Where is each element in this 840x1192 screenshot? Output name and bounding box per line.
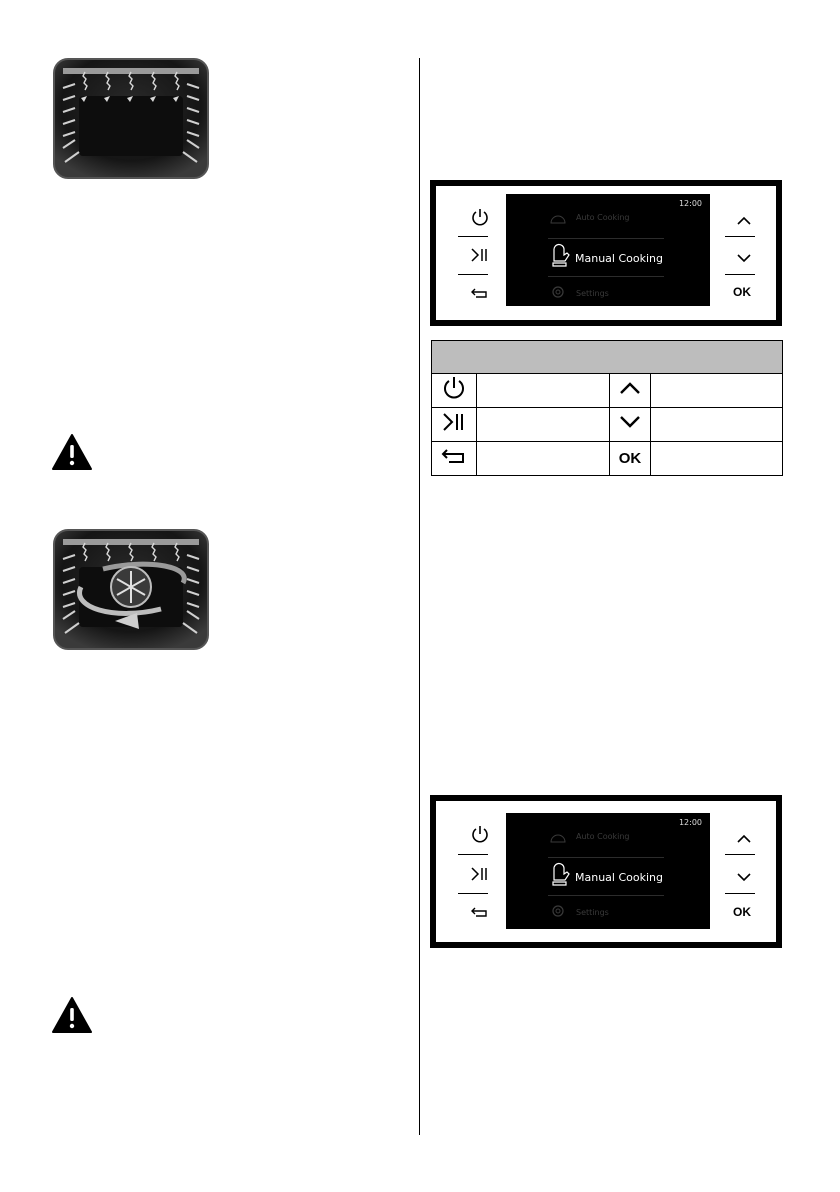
table-header — [432, 341, 783, 374]
table-row — [432, 408, 783, 442]
table-row — [432, 442, 783, 476]
table-cell — [477, 374, 610, 408]
chevron-up-icon[interactable] — [728, 830, 760, 846]
ok-button[interactable]: OK — [733, 285, 751, 299]
dome-icon — [550, 210, 566, 229]
table-row — [432, 374, 783, 408]
oven-top-heat-icon — [53, 58, 209, 179]
dome-icon — [550, 829, 566, 848]
warning-triangle-icon — [51, 433, 93, 471]
gear-icon — [550, 284, 566, 304]
back-arrow-icon[interactable] — [464, 286, 496, 302]
oven-mitt-icon — [550, 243, 570, 271]
ok-label: OK — [610, 442, 651, 476]
menu-item-manual-cooking[interactable]: Manual Cooking — [575, 871, 663, 884]
play-pause-icon[interactable] — [464, 867, 496, 884]
clock: 12:00 — [678, 199, 702, 208]
back-arrow-icon[interactable] — [464, 905, 496, 921]
table-cell — [651, 374, 783, 408]
chevron-down-icon[interactable] — [728, 869, 760, 885]
display-screen — [506, 194, 710, 306]
ok-button[interactable]: OK — [733, 905, 751, 919]
chevron-up-icon[interactable] — [728, 212, 760, 228]
chevron-down-icon — [610, 408, 651, 442]
oven-fan-top-heat-icon — [53, 529, 209, 650]
back-arrow-icon — [432, 442, 477, 476]
power-icon[interactable] — [464, 825, 496, 846]
gear-icon — [550, 903, 566, 923]
power-icon[interactable] — [464, 208, 496, 229]
warning-triangle-icon — [51, 996, 93, 1034]
display-screen — [506, 813, 710, 929]
button-legend-table — [431, 340, 783, 476]
table-cell — [651, 442, 783, 476]
play-pause-icon — [432, 408, 477, 442]
oven-mitt-icon — [550, 862, 570, 890]
table-cell — [651, 408, 783, 442]
menu-item-manual-cooking[interactable]: Manual Cooking — [575, 252, 663, 265]
control-panel — [430, 795, 782, 948]
control-panel — [430, 180, 782, 326]
menu-item-auto-cooking[interactable]: Auto Cooking — [576, 213, 630, 222]
table-cell — [477, 442, 610, 476]
menu-item-settings[interactable]: Settings — [576, 289, 609, 298]
table-cell — [477, 408, 610, 442]
play-pause-icon[interactable] — [464, 248, 496, 265]
menu-item-auto-cooking[interactable]: Auto Cooking — [576, 832, 630, 841]
chevron-down-icon[interactable] — [728, 250, 760, 266]
menu-item-settings[interactable]: Settings — [576, 908, 609, 917]
column-divider — [419, 58, 420, 1135]
power-icon — [432, 374, 477, 408]
chevron-up-icon — [610, 374, 651, 408]
clock: 12:00 — [678, 818, 702, 827]
